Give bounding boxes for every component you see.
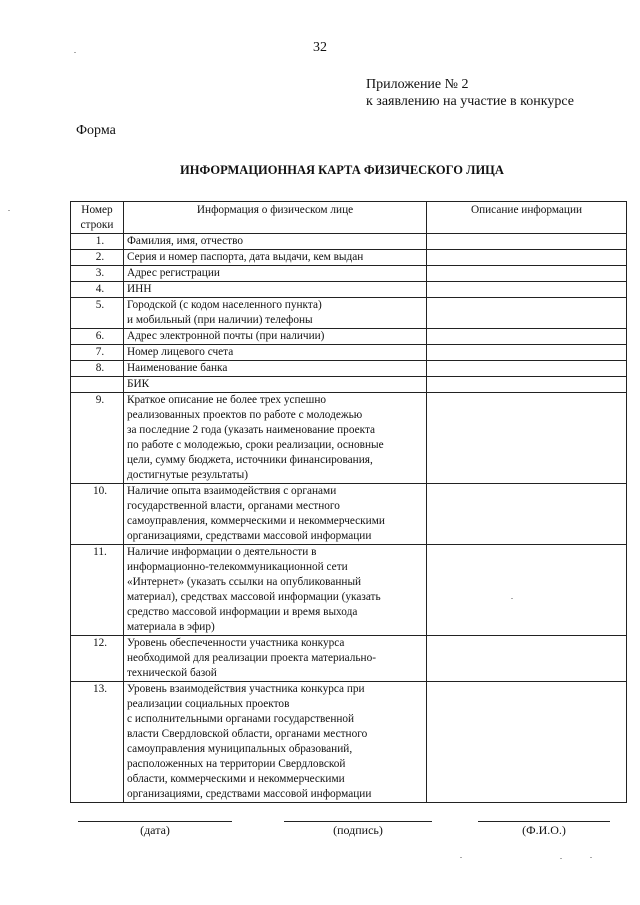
row-number: 6. <box>71 329 124 345</box>
row-value-field[interactable] <box>427 266 627 282</box>
header-number: Номер строки <box>71 202 124 234</box>
row-number: 11. <box>71 545 124 636</box>
date-signature-line[interactable] <box>78 821 232 822</box>
table-row <box>71 250 627 266</box>
table-row <box>71 266 627 282</box>
header-description: Описание информации <box>427 202 627 234</box>
row-value-field[interactable] <box>427 250 627 266</box>
page-number: 32 <box>313 40 327 55</box>
table-row <box>71 393 627 484</box>
row-value-field[interactable] <box>427 298 627 329</box>
row-number: 12. <box>71 636 124 682</box>
row-description: Номер лицевого счета <box>124 345 427 361</box>
table-row <box>71 361 627 377</box>
row-description: Фамилия, имя, отчество <box>124 234 427 250</box>
table-row <box>71 545 627 636</box>
date-caption: (дата) <box>140 823 170 837</box>
row-value-field[interactable] <box>427 282 627 298</box>
row-value-field[interactable] <box>427 345 627 361</box>
scan-speck <box>511 598 513 599</box>
appendix-line-2: к заявлению на участие в конкурсе <box>366 94 574 109</box>
row-value-field[interactable] <box>427 361 627 377</box>
row-value-field[interactable] <box>427 545 627 636</box>
table-row <box>71 682 627 803</box>
row-number: 13. <box>71 682 124 803</box>
row-number: 5. <box>71 298 124 329</box>
row-number: 8. <box>71 361 124 377</box>
row-value-field[interactable] <box>427 636 627 682</box>
row-description: БИК <box>124 377 427 393</box>
form-label: Форма <box>76 123 116 138</box>
signature-line[interactable] <box>284 821 432 822</box>
row-description: Краткое описание не более трех успешно реализованных проектов по работе с молодежью за последние 2 года (указать наименование проекта по работе с молодежью, сроки реализации, основные цели, сумму бюджета, источники финансирования, достигнутые результаты) <box>124 393 427 484</box>
row-number: 10. <box>71 484 124 545</box>
row-description: Адрес регистрации <box>124 266 427 282</box>
scan-speck <box>590 857 592 858</box>
row-value-field[interactable] <box>427 377 627 393</box>
name-caption: (Ф.И.О.) <box>522 823 566 837</box>
row-number: 7. <box>71 345 124 361</box>
header-info: Информация о физическом лице <box>124 202 427 234</box>
document-title: ИНФОРМАЦИОННАЯ КАРТА ФИЗИЧЕСКОГО ЛИЦА <box>180 163 504 177</box>
table-row <box>71 282 627 298</box>
row-number: 2. <box>71 250 124 266</box>
row-value-field[interactable] <box>427 329 627 345</box>
table-row <box>71 377 627 393</box>
scan-speck <box>74 52 76 53</box>
appendix-line-1: Приложение № 2 <box>366 77 469 92</box>
row-value-field[interactable] <box>427 234 627 250</box>
row-description: Наличие информации о деятельности в информационно-телекоммуникационной сети «Интернет» (указать ссылки на опубликованный материал), средствах массовой информации (указать средство массовой информации и время выхода материала в эфир) <box>124 545 427 636</box>
information-card-table <box>70 201 627 803</box>
table-row <box>71 298 627 329</box>
scan-speck <box>560 858 562 859</box>
row-value-field[interactable] <box>427 393 627 484</box>
row-description: Уровень обеспеченности участника конкурса необходимой для реализации проекта материально- технической базой <box>124 636 427 682</box>
table-row <box>71 234 627 250</box>
row-value-field[interactable] <box>427 484 627 545</box>
name-signature-line[interactable] <box>478 821 610 822</box>
scan-speck <box>460 857 462 858</box>
table-row <box>71 345 627 361</box>
row-number: 4. <box>71 282 124 298</box>
row-description: ИНН <box>124 282 427 298</box>
row-description: Наименование банка <box>124 361 427 377</box>
row-value-field[interactable] <box>427 682 627 803</box>
table-header-row <box>71 202 627 234</box>
table-row <box>71 484 627 545</box>
row-description: Наличие опыта взаимодействия с органами государственной власти, органами местного самоуправления, коммерческими и некоммерческими организациями, средствами массовой информации <box>124 484 427 545</box>
table-row <box>71 636 627 682</box>
signature-caption: (подпись) <box>333 823 383 837</box>
table-row <box>71 329 627 345</box>
row-description: Уровень взаимодействия участника конкурса при реализации социальных проектов с исполнительными органами государственной власти Свердловской области, органами местного самоуправления муниципальных образований, расположенных на территории Свердловской области, коммерческими и некоммерческими организациями, средствами массовой информации <box>124 682 427 803</box>
row-number: 1. <box>71 234 124 250</box>
row-number <box>71 377 124 393</box>
row-number: 9. <box>71 393 124 484</box>
scan-speck <box>8 210 10 211</box>
row-description: Адрес электронной почты (при наличии) <box>124 329 427 345</box>
appendix-header <box>366 76 574 110</box>
row-number: 3. <box>71 266 124 282</box>
row-description: Городской (с кодом населенного пункта) и мобильный (при наличии) телефоны <box>124 298 427 329</box>
row-description: Серия и номер паспорта, дата выдачи, кем выдан <box>124 250 427 266</box>
